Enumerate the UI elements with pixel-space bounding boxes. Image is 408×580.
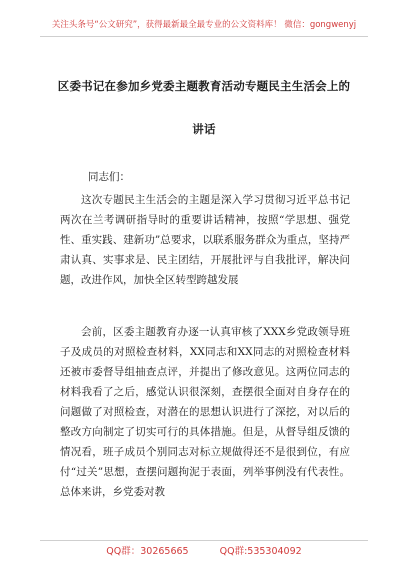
salutation: 同志们： <box>88 171 130 183</box>
document-title-line-1: 区委书记在参加乡党委主题教育活动专题民主生活会上的 <box>57 79 351 93</box>
document-title-line-2: 讲话 <box>192 122 216 136</box>
page-footer <box>40 540 368 563</box>
footer-qq-group-2: QQ群:535304092 <box>219 546 302 557</box>
footer-qq-group-1: QQ群：30265665 <box>106 546 189 557</box>
body-paragraph-2: 会前，区委主题教育办逐一认真审核了XXX乡党政领导班子及成员的对照检查材料，XX同志和XX同志的对照检查材料还被市委督导组抽查点评，并提出了修改意见。这两位同志的材料我看了之后，感觉认识很深刻，查摆很全面对自身存在的问题做了对照检查，对潜在的思想认识进行了深挖，对以后的整改方向制定了切实可行的具体措施。但是，从督导组反馈的情况看，班子成员个别同志对标立规做得还不是很到位，有应付“过关”思想，查摆问题拘泥于表面，列举事例没有代表性。总体来讲，乡党委对教 <box>60 326 350 498</box>
body-paragraph-1: 这次专题民主生活会的主题是深入学习贯彻习近平总书记两次在兰考调研指导时的重要讲话精神，按照“学思想、强党性、重实践、建新功”总要求，以联系服务群众为重点，坚持严肃认真、实事求是、民主团结，开展批评与自我批评，解决问题，改进作风，加快全区转型跨越发展 <box>60 194 350 286</box>
page-header: 关注头条号“公文研究”，获得最新最全最专业的公文资料库！ 微信：gongwenyj <box>40 14 368 37</box>
